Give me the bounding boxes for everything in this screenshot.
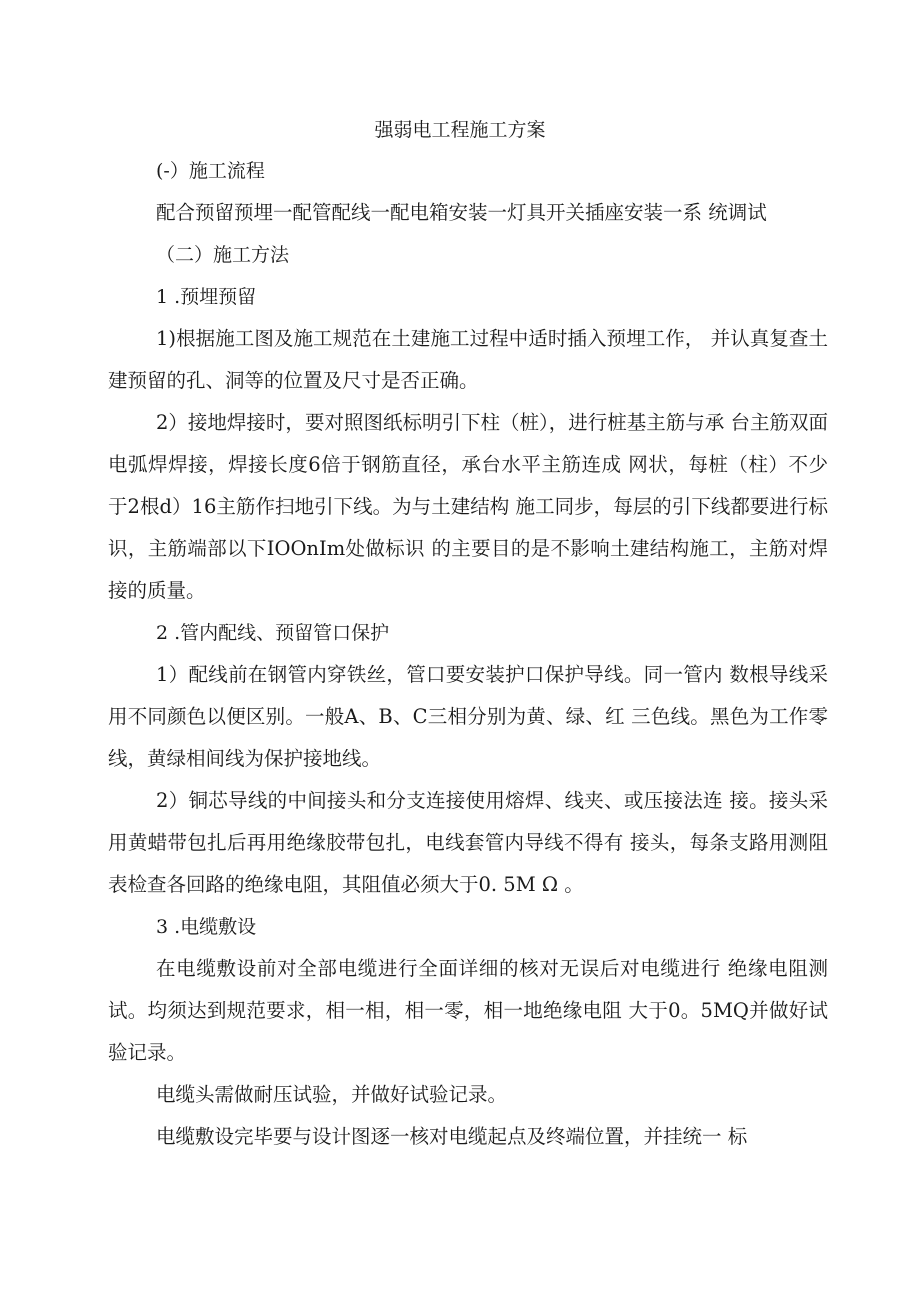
- paragraph-embedding-2: 2）接地焊接时，要对照图纸标明引下柱（桩），进行桩基主筋与承 台主筋双面电弧焊焊接，焊接长度6倍于钢筋直径，承台水平主筋连成 网状，每桩（柱）不少于2根d）16主筋作扫地引下线。为与土建结构 施工同步，每层的引下线都要进行标识，主筋端部以下IOOnIm处做标识 的主要目的是不影响土建结构施工，主筋对焊接的质量。: [108, 411, 828, 602]
- item-heading-embedding: 1 .预埋预留: [156, 286, 257, 308]
- paragraph-cable-1: 在电缆敷设前对全部电缆进行全面详细的核对无误后对电缆进行 绝缘电阻测试。均须达到规范要求，相一相，相一零，相一地绝缘电阻 大于0。5MQ并做好试验记录。: [108, 957, 828, 1064]
- item-heading-cable: 3 .电缆敷设: [156, 916, 257, 938]
- paragraph-cable-3: 电缆敷设完毕要与设计图逐一核对电缆起点及终端位置，并挂统一 标: [156, 1125, 748, 1148]
- document-body: [108, 150, 828, 1158]
- paragraph-wiring-2: 2）铜芯导线的中间接头和分支连接使用熔焊、线夹、或压接法连 接。接头采用黄蜡带包扎后再用绝缘胶带包扎，电线套管内导线不得有 接头，每条支路用测阻表检查各回路的绝缘电阻，其阻值必须大于0. 5M Ω 。: [108, 789, 828, 896]
- paragraph-embedding-1: 1)根据施工图及施工规范在土建施工过程中适时插入预埋工作， 并认真复查土建预留的孔、洞等的位置及尺寸是否正确。: [108, 327, 828, 392]
- paragraph-flow: 配合预留预埋一配管配线一配电箱安装一灯具开关插座安装一系 统调试: [156, 201, 767, 224]
- paragraph-cable-2: 电缆头需做耐压试验，并做好试验记录。: [156, 1083, 508, 1106]
- section-heading-process: (-）施工流程: [156, 160, 265, 182]
- page-title: 强弱电工程施工方案: [374, 119, 546, 141]
- item-heading-wiring: 2 .管内配线、预留管口保护: [156, 622, 390, 644]
- paragraph-wiring-1: 1）配线前在钢管内穿铁丝，管口要安装护口保护导线。同一管内 数根导线采用不同颜色以便区别。一般A、B、C三相分别为黄、绿、红 三色线。黑色为工作零线，黄绿相间线为保护接地线。: [108, 663, 828, 770]
- section-heading-method: （二）施工方法: [156, 244, 290, 266]
